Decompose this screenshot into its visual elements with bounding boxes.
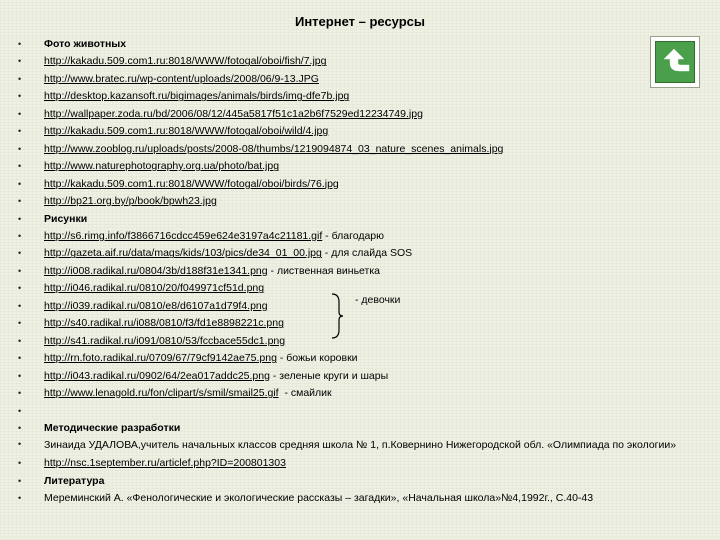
list-item: [18, 176, 708, 193]
list-item: [18, 315, 708, 332]
list-item: [18, 193, 708, 210]
resource-link[interactable]: http://desktop.kazansoft.ru/bigimages/animals/birds/img-dfe7b.jpg: [44, 90, 350, 103]
list-item: [18, 420, 708, 437]
list-item: [18, 228, 708, 245]
empty-entry: [44, 405, 47, 417]
resource-link[interactable]: http://i039.radikal.ru/0810/e8/d6107a1d79f4.png: [44, 299, 268, 312]
resource-link[interactable]: http://www.bratec.ru/wp-content/uploads/2008/06/9-13.JPG: [44, 72, 319, 85]
bullet-icon: •: [18, 161, 22, 172]
list-item: [18, 71, 708, 88]
resource-link[interactable]: http://nsc.1september.ru/articlef.php?ID=200801303: [44, 457, 286, 470]
section-heading: Литература: [44, 474, 105, 487]
resource-link[interactable]: http://i008.radikal.ru/0804/3b/d188f31e1341.png: [44, 264, 268, 277]
resource-list: [18, 36, 708, 508]
resource-link[interactable]: http://s41.radikal.ru/i091/0810/53/fccbace55dc1.png: [44, 334, 286, 347]
list-item: [18, 123, 708, 140]
resource-link[interactable]: http://kakadu.509.com1.ru:8018/WWW/fotogal/oboi/wild/4.jpg: [44, 125, 329, 138]
resource-link[interactable]: http://wallpaper.zoda.ru/bd/2006/08/12/445a5817f51c1a2b6f7529ed12234749.jpg: [44, 107, 423, 120]
bullet-icon: •: [18, 318, 22, 329]
section-heading: Методические разработки: [44, 421, 181, 434]
list-item: [18, 141, 708, 158]
list-item: [18, 245, 708, 262]
text-entry: Мереминский А. «Фенологические и экологические рассказы – загадки», «Начальная школа»№4,1992г., С.40-43: [44, 492, 594, 505]
list-item: [18, 106, 708, 123]
bullet-icon: •: [18, 405, 22, 416]
list-item: [18, 403, 708, 420]
page-title: Интернет – ресурсы: [294, 14, 426, 29]
resource-link[interactable]: http://kakadu.509.com1.ru:8018/WWW/fotogal/oboi/birds/76.jpg: [44, 177, 339, 190]
list-item: [18, 385, 708, 402]
bullet-icon: •: [18, 422, 22, 433]
bullet-icon: •: [18, 353, 22, 364]
list-item: [18, 158, 708, 175]
list-item: [18, 368, 708, 385]
resource-link[interactable]: http://s40.radikal.ru/i088/0810/f3/fd1e8898221c.png: [44, 317, 284, 330]
resource-link[interactable]: http://www.zooblog.ru/uploads/posts/2008-08/thumbs/1219094874_03_nature_scenes_animals.jpg: [44, 142, 504, 155]
list-item: [18, 263, 708, 280]
return-button-frame: [655, 41, 695, 83]
list-item: [18, 473, 708, 490]
resource-link[interactable]: http://bp21.org.by/p/book/bpwh23.jpg: [44, 195, 217, 208]
link-description: - смайлик: [278, 387, 332, 400]
link-description: - божьи коровки: [276, 352, 358, 365]
bullet-icon: •: [18, 178, 22, 189]
bullet-icon: •: [18, 370, 22, 381]
bullet-icon: •: [18, 91, 22, 102]
resource-link[interactable]: http://s6.rimg.info/f3866716cdcc459e624e3197a4c21181.gif: [44, 229, 323, 242]
resource-link[interactable]: http://gazeta.aif.ru/data/mags/kids/103/pics/de34_01_00.jpg: [44, 247, 322, 260]
return-button[interactable]: [650, 36, 700, 88]
resource-link[interactable]: http://www.lenagold.ru/fon/clipart/s/smil/smail25.gif: [44, 387, 279, 400]
return-arrow-icon: [656, 42, 694, 82]
list-item: [18, 350, 708, 367]
bullet-icon: •: [18, 300, 22, 311]
bullet-icon: •: [18, 196, 22, 207]
bullet-icon: •: [18, 335, 22, 346]
bullet-icon: •: [18, 248, 22, 259]
bullet-icon: •: [18, 283, 22, 294]
bullet-icon: •: [18, 475, 22, 486]
list-item: [18, 88, 708, 105]
resource-link[interactable]: http://kakadu.509.com1.ru:8018/WWW/fotogal/oboi/fish/7.jpg: [44, 55, 327, 68]
link-description: - для слайда SOS: [321, 247, 413, 260]
bullet-icon: •: [18, 213, 22, 224]
bullet-icon: •: [18, 126, 22, 137]
list-item: [18, 333, 708, 350]
list-item: [18, 53, 708, 70]
list-item: [18, 211, 708, 228]
section-heading: Рисунки: [44, 212, 88, 225]
bullet-icon: •: [18, 458, 22, 469]
bullet-icon: •: [18, 143, 22, 154]
list-item: [18, 36, 708, 53]
resource-link[interactable]: http://i043.radikal.ru/0902/64/2ea017addc25.png: [44, 369, 270, 382]
link-description: - благодарю: [322, 229, 384, 242]
resource-link[interactable]: http://i046.radikal.ru/0810/20/f049971cf51d.png: [44, 282, 265, 295]
list-item: [18, 455, 708, 472]
bullet-icon: •: [18, 108, 22, 119]
bullet-icon: •: [18, 230, 22, 241]
resource-link[interactable]: http://rn.foto.radikal.ru/0709/67/79cf9142ae75.png: [44, 352, 277, 365]
list-item: [18, 490, 708, 507]
bullet-icon: •: [18, 388, 22, 399]
section-heading: Фото животных: [44, 38, 127, 50]
resource-link[interactable]: http://www.naturephotography.org.ua/photo/bat.jpg: [44, 160, 280, 173]
bullet-icon: •: [18, 439, 22, 450]
bullet-icon: •: [18, 73, 22, 84]
link-description: - зеленые круги и шары: [269, 369, 389, 382]
bullet-icon: •: [18, 493, 22, 504]
text-entry: Зинаида УДАЛОВА,учитель начальных классов средняя школа № 1, п.Ковернино Нижегородской обл. «Олимпиада по экологии»: [44, 439, 677, 452]
girls-label: - девочки: [355, 294, 401, 306]
bullet-icon: •: [18, 56, 22, 67]
bracket-icon: [330, 292, 344, 340]
list-item: [18, 437, 684, 455]
bullet-icon: •: [18, 39, 22, 49]
bullet-icon: •: [18, 265, 22, 276]
link-description: - лиственная виньетка: [267, 264, 381, 277]
